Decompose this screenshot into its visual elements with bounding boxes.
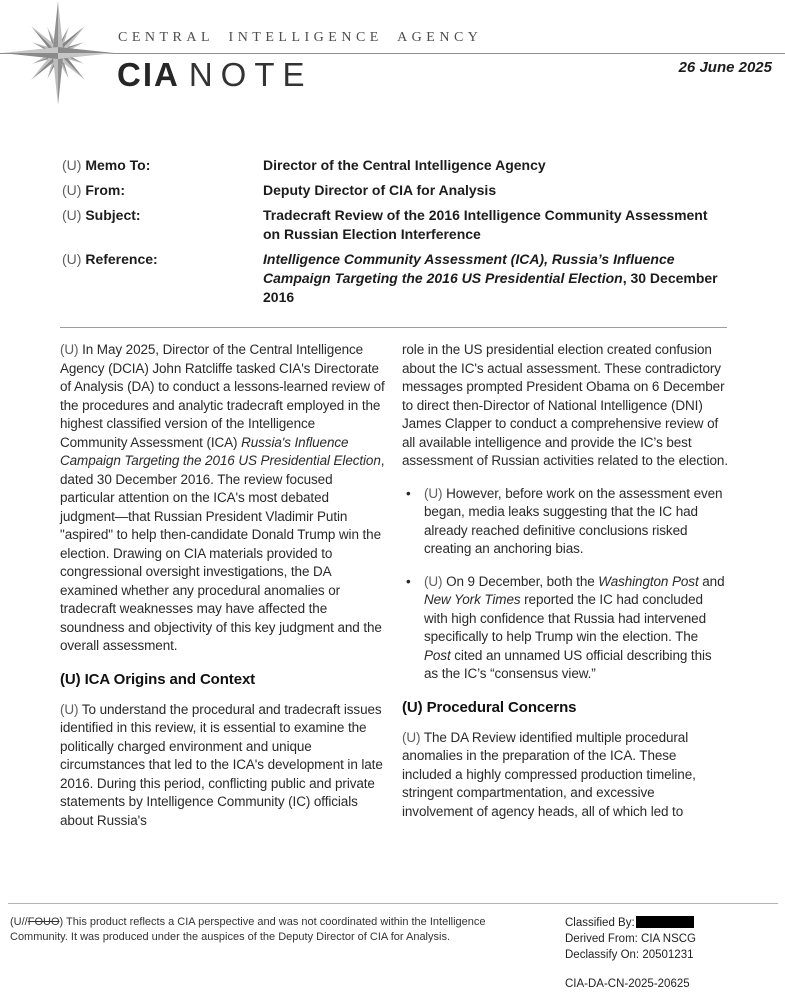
- classified-by-line: [565, 915, 696, 931]
- bullet-marker-icon: •: [406, 485, 411, 501]
- memo-field-value: Director of the Central Intelligence Agency: [263, 157, 546, 173]
- memo-field-label: (U) Memo To:: [62, 157, 151, 173]
- memo-field-label: (U) Subject:: [62, 207, 141, 223]
- compass-star-icon: [1, 0, 115, 110]
- memo-field-value: Tradecraft Review of the 2016 Intelligence Community Assessment on Russian Election Interference: [263, 207, 708, 242]
- redaction-bar: [636, 916, 694, 928]
- memo-field-value: Deputy Director of CIA for Analysis: [263, 182, 497, 198]
- body-paragraph: (U) To understand the procedural and tradecraft issues identified in this review, it is essential to examine the politically charged environment and unique circumstances that led to the ICA's development in late 2016. During this period, conflicting public and private statements by Intelligence Community (IC) officials about Russia's: [60, 701, 383, 828]
- memo-fields: [62, 156, 728, 307]
- agency-name: CENTRAL INTELLIGENCE AGENCY: [118, 30, 483, 45]
- document-number: CIA-DA-CN-2025-20625: [565, 978, 690, 990]
- derived-from-line: Derived From: CIA NSCG: [565, 933, 696, 945]
- bullet-text: (U) On 9 December, both the Washington Post and New York Times reported the IC had concluded with high confidence that Russia had intervened specifically to help Trump win the election. The Post cited an unnamed US official describing this as the IC’s “consensus view.”: [424, 573, 725, 681]
- declassify-on-line: Declassify On: 20501231: [565, 949, 694, 961]
- classification-marking: (U): [62, 251, 86, 267]
- memo-field-value: Intelligence Community Assessment (ICA), Russia’s Influence Campaign Targeting the 2016 US Presidential Election, 30 December 2016: [263, 251, 718, 305]
- body-columns: [60, 341, 728, 844]
- bullet-marker-icon: •: [406, 573, 411, 589]
- memo-field-label: (U) Reference:: [62, 251, 158, 267]
- classification-marking: (U): [62, 207, 86, 223]
- classification-marking: (U): [62, 157, 86, 173]
- cia-compass-logo: [1, 0, 115, 110]
- body-paragraph: (U) In May 2025, Director of the Central Intelligence Agency (DCIA) John Ratcliffe tasked CIA's Directorate of Analysis (DA) to conduct a lessons-learned review of the procedures and analytic tradecraft employed in the highest classified version of the Intelligence Community Assessment (ICA) Russia's Influence Campaign Targeting the 2016 US Presidential Election, dated 30 December 2016. The review focused particular attention on the ICA's most debated judgment—that Russian President Vladimir Putin "aspired" to help then-candidate Donald Trump win the election. Drawing on CIA materials provided to congressional oversight investigations, the DA examined whether any procedural anomalies or tradecraft weaknesses may have affected the soundness and objectivity of this key judgment and the overall assessment.: [60, 342, 385, 653]
- doc-type-light: NOTE: [188, 56, 313, 93]
- section-heading: (U) ICA Origins and Context: [60, 670, 256, 688]
- document-date: 26 June 2025: [678, 59, 772, 76]
- memo-field-label: (U) From:: [62, 182, 125, 198]
- header-rule: [0, 53, 785, 54]
- classification-marking: (U): [62, 182, 86, 198]
- footer-disclaimer: (U//FOUO) This product reflects a CIA perspective and was not coordinated within the Intelligence Community. It was produced under the auspices of the Deputy Director of CIA for Analysis.: [10, 916, 486, 943]
- document-type-title: [117, 56, 313, 94]
- footer-rule: [8, 903, 778, 904]
- body-paragraph: role in the US presidential election created confusion about the IC's actual assessment. These contradictory messages prompted President Obama on 6 December to direct then-Director of National Intelligence (DNI) James Clapper to conduct a comprehensive review of all available intelligence and provide the IC’s best assessment of Russian activities related to the election.: [402, 342, 728, 468]
- bullet-item: [402, 573, 728, 684]
- body-separator-rule: [60, 327, 727, 328]
- classification-block: [565, 915, 696, 992]
- bullet-text: (U) However, before work on the assessment even began, media leaks suggesting that the IC had already reached definitive conclusions risked creating an anchoring bias.: [424, 485, 723, 556]
- bullet-item: [402, 485, 728, 559]
- doc-type-bold: CIA: [117, 56, 180, 93]
- section-heading: (U) Procedural Concerns: [402, 698, 577, 716]
- right-column: [402, 341, 728, 844]
- body-paragraph: (U) The DA Review identified multiple procedural anomalies in the preparation of the ICA. These included a highly compressed production timeline, stringent compartmentation, and excessive involvement of agency heads, all of which led to: [402, 729, 696, 819]
- classified-by-label: Classified By:: [565, 917, 635, 929]
- left-column: [60, 341, 386, 844]
